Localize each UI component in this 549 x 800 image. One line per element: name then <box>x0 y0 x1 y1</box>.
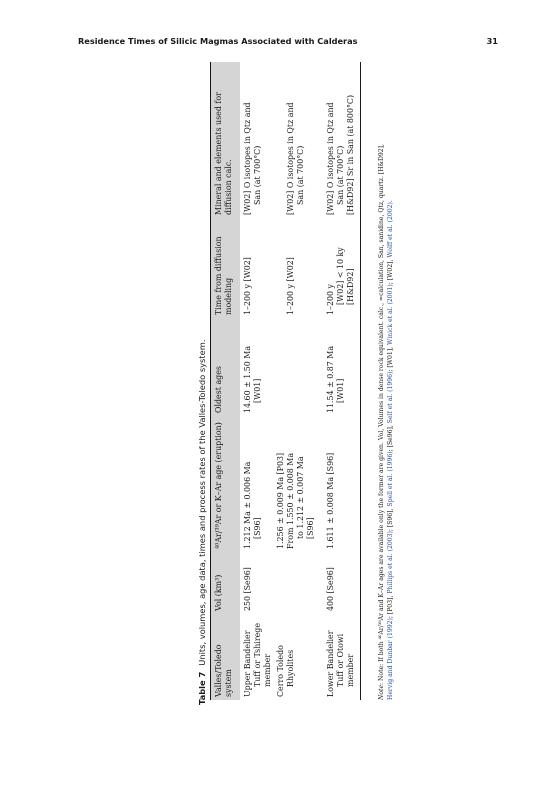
cell-mineral: [W02] O isotopes in Qtz and San (at 700°C) <box>286 102 305 215</box>
cell-time: 1–200 y [W02] <box>243 257 252 315</box>
data-table <box>210 62 361 700</box>
table-row <box>240 62 274 700</box>
col-header-age: ⁴⁰Ar/³⁹Ar or K–Ar age (eruption) <box>214 422 223 549</box>
page-number: 31 <box>486 36 498 46</box>
table-caption-text: Units, volumes, age data, times and process rates of the Valles-Toledo system. <box>197 339 207 666</box>
table-header-row <box>211 62 241 700</box>
table-note-line2: Hervig and Dunbar (1992); [P03], Phillips et al. (2003); [S96], Spell et al. (1996); [Se96], Self et al. (1996); [W01], Winick et al. (2001); [W02], Wolff et al. (2002). <box>387 200 394 700</box>
rotated-table-block <box>197 60 407 705</box>
cell-system: Cerro Toledo Rhyolites <box>276 645 295 697</box>
cell-vol: 400 [Se96] <box>326 567 335 611</box>
ref-link[interactable]: Spell et al. (1996) <box>387 451 394 507</box>
col-header-vol: Vol (km³) <box>214 574 223 611</box>
table-note-line1: Note: Note: If both ⁴⁰Ar/³⁹Ar and K–Ar ages are available only the former are given. Vol, Volumes in dense rock equivalent. calc., =calculation, San, sanidine, Qtz, quartz. [H&D92], <box>378 144 385 700</box>
ref-link[interactable]: Wolff et al. (2002) <box>387 202 394 258</box>
col-header-time: Time from diffusion modeling <box>214 236 233 315</box>
cell-time: 1–200 y [W02] < 10 ky [H&D92] <box>326 247 355 315</box>
ref-link[interactable]: Hervig and Dunbar (1992) <box>387 618 394 700</box>
cell-mineral: [W02] O isotopes in Qtz and San (at 700°C) <box>243 102 262 215</box>
cell-vol: 250 [Se96] <box>243 567 252 611</box>
cell-age: 1.611 ± 0.008 Ma [S96] <box>326 452 335 549</box>
cell-oldest: 11.54 ± 0.87 Ma [W01] <box>326 345 345 413</box>
table-caption <box>197 60 208 705</box>
ref-link[interactable]: Phillips et al. (2003) <box>387 531 394 594</box>
cell-system: Lower Bandelier Tuff or Otowi member <box>326 630 355 697</box>
cell-age: 1.212 Ma ± 0.006 Ma [S96] <box>243 461 262 549</box>
cell-time: 1–200 y [W02] <box>286 257 295 315</box>
table-row <box>274 62 317 700</box>
cell-oldest <box>274 318 317 416</box>
ref-link[interactable]: Self et al. (1996) <box>387 371 394 424</box>
col-header-system: Valles/Toledo system <box>214 644 233 697</box>
cell-vol <box>274 552 317 614</box>
table-note <box>377 60 395 700</box>
ref-link[interactable]: Winick et al. (2001) <box>387 284 394 345</box>
cell-age: 1.256 ± 0.009 Ma [P03] From 1.550 ± 0.008 Ma to 1.212 ± 0.007 Ma [S96] <box>276 452 315 549</box>
table-row <box>317 62 361 700</box>
cell-mineral: [W02] O isotopes in Qtz and San (at 700°C) [H&D92] Sr in San (at 800°C) <box>326 94 355 215</box>
col-header-mineral: Mineral and elements used for diffusion calc. <box>214 92 233 215</box>
running-head: Residence Times of Silicic Magmas Associated with Calderas <box>78 36 358 46</box>
col-header-oldest: Oldest ages <box>214 366 223 413</box>
table-label: Table 7 <box>197 671 207 705</box>
cell-oldest: 14.60 ± 1.50 Ma [W01] <box>243 345 262 413</box>
cell-system: Upper Bandelier Tuff or Tshirege member <box>243 623 272 697</box>
